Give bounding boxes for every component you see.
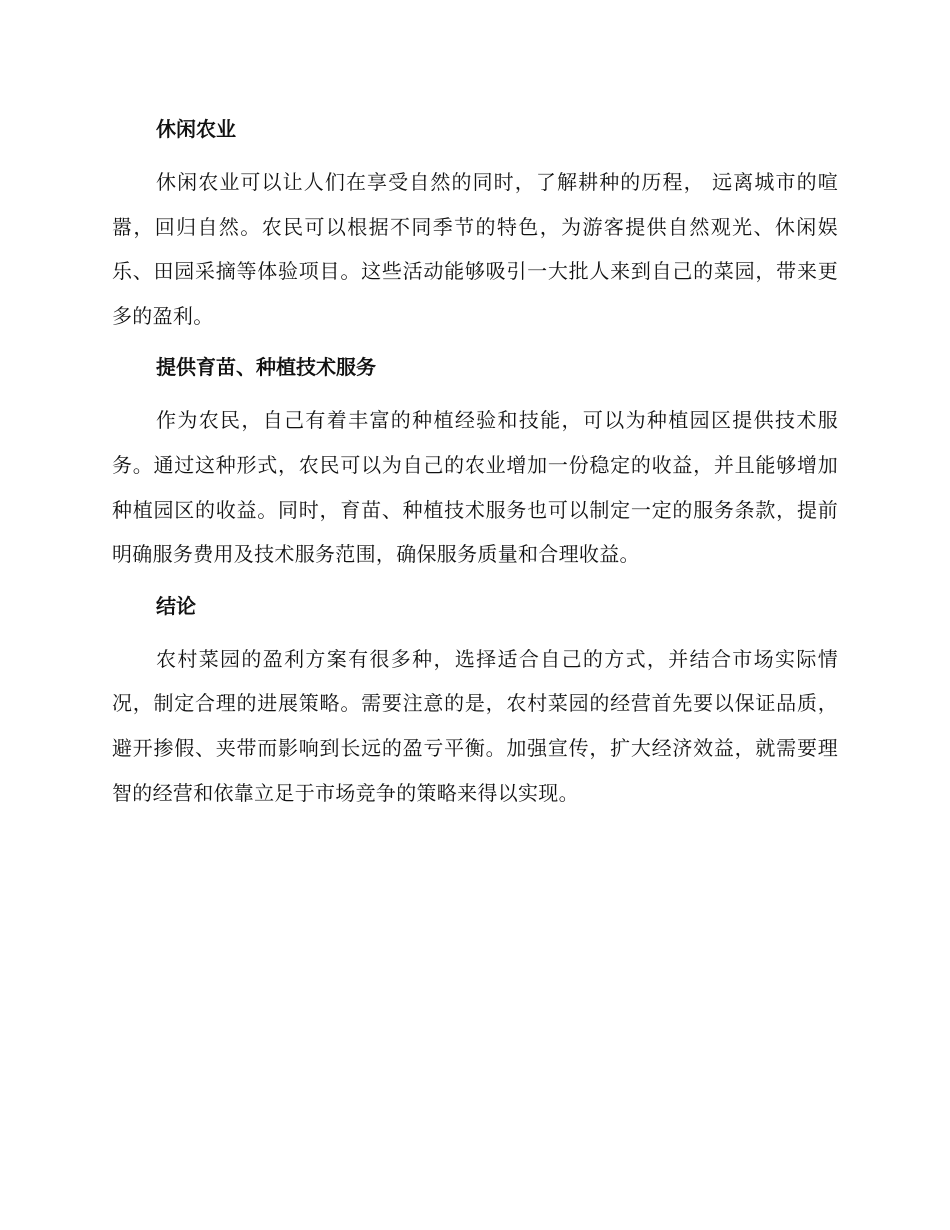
section-heading: 提供育苗、种植技术服务 — [156, 355, 376, 380]
section-conclusion — [112, 587, 838, 815]
section-paragraph: 休闲农业可以让人们在享受自然的同时，了解耕种的历程， 远离城市的喧嚣，回归自然。农民可以根据不同季节的特色，为游客提供自然观光、休闲娱乐、田园采摘等体验项目。这些活动能够吸引一大批人来到自己的菜园，带来更多的盈利。 — [112, 170, 838, 328]
section-heading: 休闲农业 — [156, 117, 236, 141]
document-page — [112, 110, 838, 825]
section-paragraph: 农村菜园的盈利方案有很多种，选择适合自己的方式，并结合市场实际情况，制定合理的进展策略。需要注意的是，农村菜园的经营首先要以保证品质，避开掺假、夹带而影响到长远的盈亏平衡。加强宣传，扩大经济效益，就需要理智的经营和依靠立足于市场竞争的策略来得以实现。 — [112, 646, 838, 805]
section-leisure-agriculture — [112, 110, 838, 338]
section-technical-services — [112, 348, 838, 576]
section-heading: 结论 — [156, 593, 196, 618]
section-paragraph: 作为农民，自己有着丰富的种植经验和技能，可以为种植园区提供技术服务。通过这种形式，农民可以为自己的农业增加一份稳定的收益，并且能够增加种植园区的收益。同时，育苗、种植技术服务也可以制定一定的服务条款，提前明确服务费用及技术服务范围，确保服务质量和合理收益。 — [112, 408, 838, 567]
